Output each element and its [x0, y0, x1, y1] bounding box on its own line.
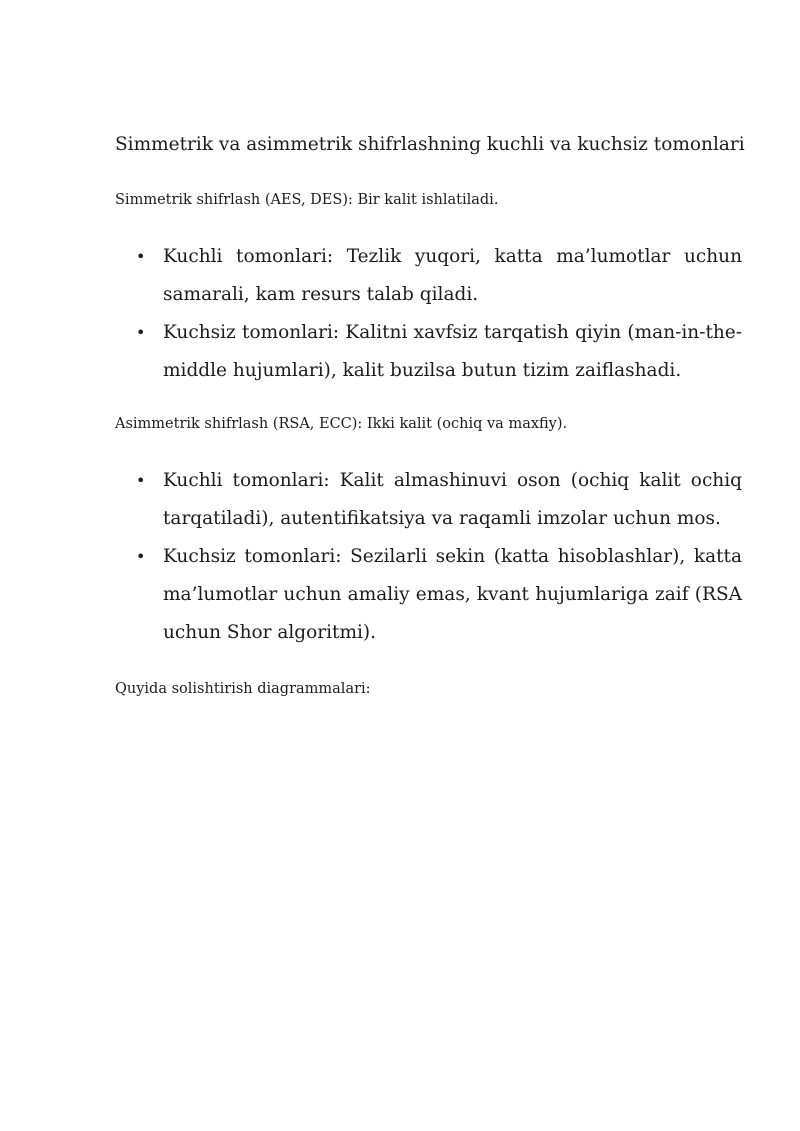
symmetric-weaknesses-item [130, 314, 742, 390]
asymmetric-strengths-item [130, 462, 742, 538]
symmetric-bullet-list [130, 238, 742, 390]
bullet-dot-icon: • [136, 247, 146, 266]
diagrams-intro: Quyida solishtirish diagrammalari: [115, 681, 371, 697]
bullet-dot-icon: • [136, 471, 146, 490]
bullet-dot-icon: • [136, 547, 146, 566]
bullet-dot-icon: • [136, 323, 146, 342]
symmetric-strengths-item [130, 238, 742, 314]
asymmetric-heading: Asimmetrik shifrlash (RSA, ECC): Ikki kalit (ochiq va maxfiy). [115, 416, 568, 432]
asymmetric-weaknesses-item [130, 538, 742, 652]
asymmetric-weaknesses-text: Kuchsiz tomonlari: Sezilarli sekin (katta hisoblashlar), katta ma’lumotlar uchun amaliy emas, kvant hujumlariga zaif (RSA uchun Shor algoritmi). [163, 546, 742, 643]
symmetric-heading: Simmetrik shifrlash (AES, DES): Bir kalit ishlatiladi. [115, 192, 499, 208]
symmetric-strengths-text: Kuchli tomonlari: Tezlik yuqori, katta ma’lumotlar uchun samarali, kam resurs talab qiladi. [163, 246, 742, 305]
document-title: Simmetrik va asimmetrik shifrlashning kuchli va kuchsiz tomonlari [115, 134, 745, 155]
symmetric-weaknesses-text: Kuchsiz tomonlari: Kalitni xavfsiz tarqatish qiyin (man-in-the-middle hujumlari), kalit buzilsa butun tizim zaiflashadi. [163, 322, 742, 381]
asymmetric-bullet-list [130, 462, 742, 652]
asymmetric-strengths-text: Kuchli tomonlari: Kalit almashinuvi oson (ochiq kalit ochiq tarqatiladi), autentifikatsiya va raqamli imzolar uchun mos. [163, 470, 742, 529]
